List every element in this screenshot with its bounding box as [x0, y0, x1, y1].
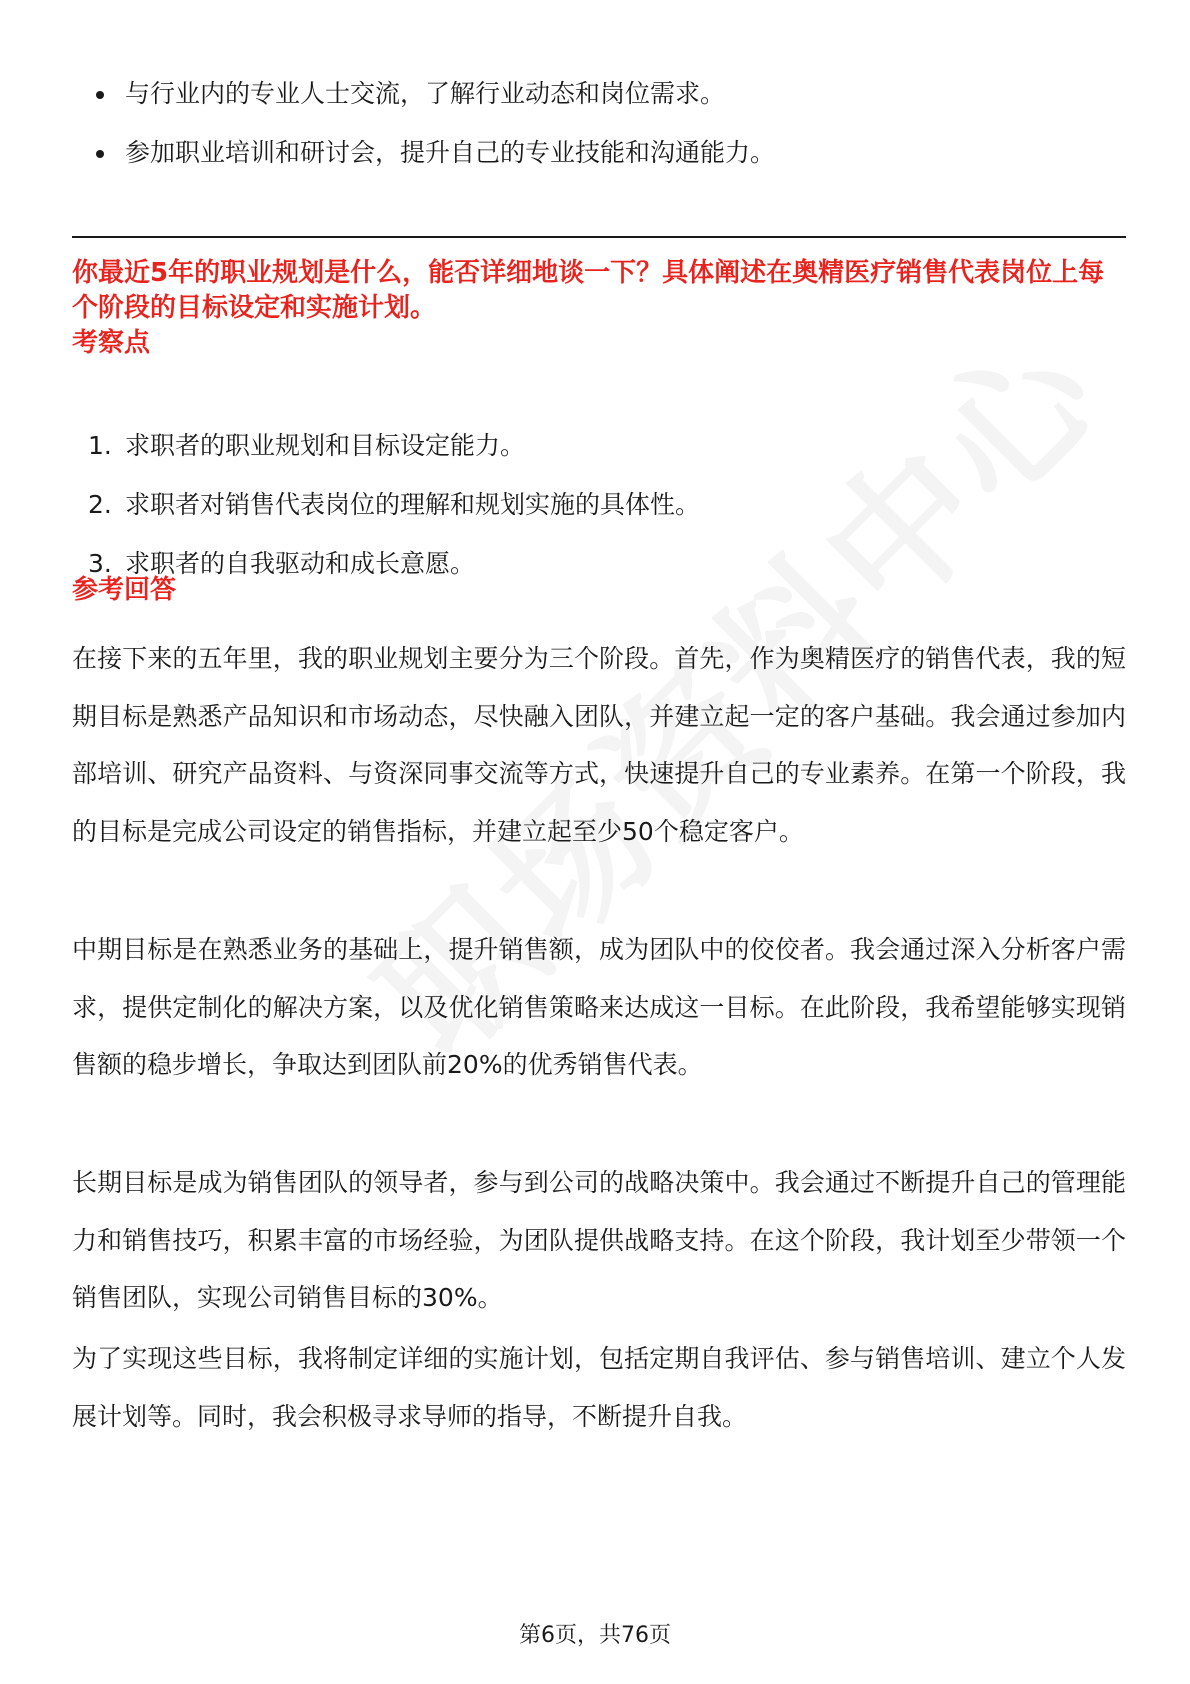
list-item-text: 与行业内的专业人士交流，了解行业动态和岗位需求。	[125, 79, 726, 108]
answer-heading: 参考回答	[72, 575, 177, 605]
list-item-text: 参加职业培训和研讨会，提升自己的专业技能和沟通能力。	[125, 138, 776, 167]
bullet-dot-icon	[96, 91, 104, 99]
list-item-text: 求职者的自我驱动和成长意愿。	[125, 549, 476, 578]
bullet-list	[72, 74, 1122, 192]
list-item-text: 求职者对销售代表岗位的理解和规划实施的具体性。	[125, 490, 701, 519]
list-item-text: 求职者的职业规划和目标设定能力。	[125, 431, 526, 460]
answer-paragraph: 在接下来的五年里，我的职业规划主要分为三个阶段。首先，作为奥精医疗的销售代表，我的短期目标是熟悉产品知识和市场动态，尽快融入团队，并建立起一定的客户基础。我会通过参加内部培训、研究产品资料、与资深同事交流等方式，快速提升自己的专业素养。在第一个阶段，我的目标是完成公司设定的销售指标，并建立起至少50个稳定客户。	[72, 644, 1126, 846]
list-item-number: 1.	[88, 431, 112, 460]
page-number: 第6页，共76页	[519, 1623, 671, 1648]
answer-paragraph: 为了实现这些目标，我将制定详细的实施计划，包括定期自我评估、参与销售培训、建立个人发展计划等。同时，我会积极寻求导师的指导，不断提升自我。	[72, 1344, 1126, 1431]
list-item	[72, 133, 1122, 173]
list-item	[72, 485, 1122, 525]
list-item	[72, 426, 1122, 466]
list-item-number: 3.	[88, 549, 112, 578]
question-heading: 你最近5年的职业规划是什么，能否详细地谈一下？具体阐述在奥精医疗销售代表岗位上每个阶段的目标设定和实施计划。	[72, 258, 1105, 323]
assessment-list	[72, 426, 1122, 603]
answer-paragraph: 长期目标是成为销售团队的领导者，参与到公司的战略决策中。我会通过不断提升自己的管理能力和销售技巧，积累丰富的市场经验，为团队提供战略支持。在这个阶段，我计划至少带领一个销售团队，实现公司销售目标的30%。	[72, 1168, 1126, 1312]
list-item-number: 2.	[88, 490, 112, 519]
list-item	[72, 544, 1122, 584]
assessment-heading: 考察点	[72, 328, 151, 358]
list-item	[72, 74, 1122, 114]
answer-paragraph: 中期目标是在熟悉业务的基础上，提升销售额，成为团队中的佼佼者。我会通过深入分析客户需求，提供定制化的解决方案，以及优化销售策略来达成这一目标。在此阶段，我希望能够实现销售额的稳步增长，争取达到团队前20%的优秀销售代表。	[72, 935, 1126, 1079]
bullet-dot-icon	[96, 150, 104, 158]
section-divider	[72, 236, 1126, 238]
